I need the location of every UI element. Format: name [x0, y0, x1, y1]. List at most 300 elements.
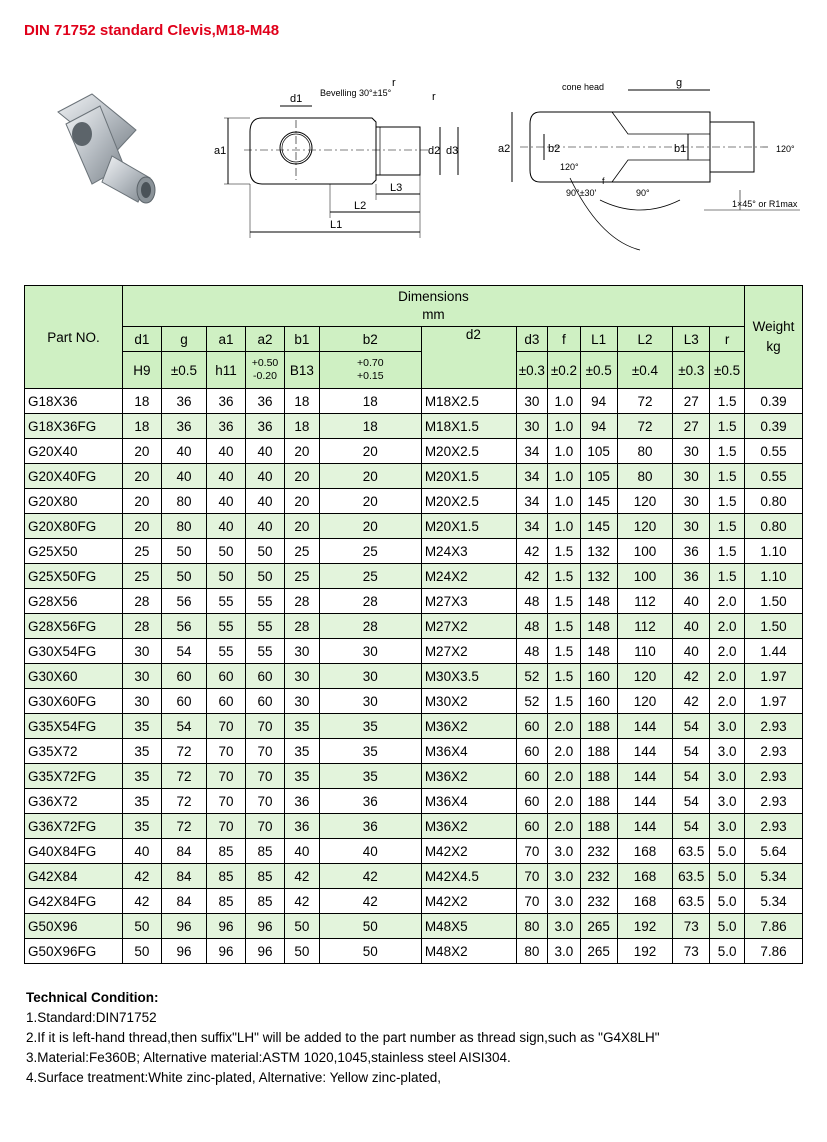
dimension-cell: 63.5	[673, 889, 710, 914]
dimension-cell: 85	[207, 839, 246, 864]
dimension-cell: 145	[580, 514, 617, 539]
dimension-cell: M20X1.5	[421, 514, 516, 539]
dimension-cell: 30	[284, 639, 319, 664]
table-row	[25, 689, 803, 714]
dimension-cell: 42	[516, 539, 548, 564]
table-row	[25, 539, 803, 564]
dimension-cell: 1.0	[548, 389, 581, 414]
dimension-cell: 50	[207, 564, 246, 589]
column-header-l2: L2	[617, 327, 673, 352]
dimension-cell: 85	[246, 864, 285, 889]
dimension-cell: 1.5	[548, 589, 581, 614]
dimension-cell: 96	[207, 939, 246, 964]
dimension-cell: M20X1.5	[421, 464, 516, 489]
dimension-cell: 35	[122, 814, 161, 839]
dimension-cell: 28	[122, 589, 161, 614]
dimension-cell: 50	[161, 564, 206, 589]
dimension-cell: 1.5	[710, 539, 745, 564]
part-number-cell: G20X40	[25, 439, 123, 464]
table-row	[25, 464, 803, 489]
tolerance-f: ±0.2	[548, 352, 581, 389]
dimension-cell: 1.5	[710, 564, 745, 589]
dimension-cell: 50	[122, 939, 161, 964]
dimension-cell: 42	[319, 889, 421, 914]
dimension-cell: 60	[516, 764, 548, 789]
dimension-cell: 50	[284, 914, 319, 939]
dimension-cell: 73	[673, 939, 710, 964]
dimension-cell: 40	[246, 464, 285, 489]
weight-cell: 0.80	[744, 489, 802, 514]
dimension-cell: 144	[617, 814, 673, 839]
dimension-cell: M30X2	[421, 689, 516, 714]
tolerance-d1: H9	[122, 352, 161, 389]
dimension-cell: M24X2	[421, 564, 516, 589]
dimension-cell: 35	[122, 789, 161, 814]
dimension-cell: 120	[617, 689, 673, 714]
column-header-b1: b1	[284, 327, 319, 352]
part-number-cell: G30X54FG	[25, 639, 123, 664]
angle-120-right: 120°	[776, 144, 795, 154]
dimension-cell: 34	[516, 514, 548, 539]
dimension-cell: 1.0	[548, 414, 581, 439]
dimension-cell: 20	[319, 439, 421, 464]
angle-90-tol: 90°±30'	[566, 188, 597, 198]
dimension-cell: 3.0	[548, 864, 581, 889]
dimension-cell: M27X2	[421, 639, 516, 664]
dimension-cell: 1.5	[548, 639, 581, 664]
dimension-cell: 5.0	[710, 889, 745, 914]
dim-L1: L1	[330, 219, 343, 231]
dimension-cell: 30	[122, 639, 161, 664]
weight-cell: 7.86	[744, 939, 802, 964]
weight-cell: 1.97	[744, 689, 802, 714]
dimension-cell: 1.5	[710, 464, 745, 489]
dimension-cell: 232	[580, 889, 617, 914]
dimension-cell: 36	[673, 564, 710, 589]
weight-cell: 2.93	[744, 714, 802, 739]
dimension-cell: 188	[580, 764, 617, 789]
dimension-cell: 148	[580, 614, 617, 639]
dimension-cell: 18	[122, 414, 161, 439]
weight-cell: 0.80	[744, 514, 802, 539]
table-row	[25, 514, 803, 539]
dimension-cell: 60	[207, 664, 246, 689]
dimension-cell: 1.5	[710, 439, 745, 464]
table-row	[25, 714, 803, 739]
dimension-cell: 1.5	[710, 414, 745, 439]
header-row-dimensions	[25, 286, 803, 327]
dimension-cell: 85	[207, 864, 246, 889]
dimension-cell: 100	[617, 539, 673, 564]
weight-cell: 1.97	[744, 664, 802, 689]
dimension-cell: 110	[617, 639, 673, 664]
dimension-cell: 2.0	[710, 689, 745, 714]
dimension-cell: 265	[580, 939, 617, 964]
dim-f: f	[602, 176, 605, 186]
part-number-cell: G42X84FG	[25, 889, 123, 914]
page-title: DIN 71752 standard Clevis,M18-M48	[24, 22, 280, 39]
dimension-cell: 40	[207, 489, 246, 514]
dimension-cell: 20	[122, 439, 161, 464]
dimension-cell: 40	[673, 639, 710, 664]
tolerance-a2: +0.50 -0.20	[246, 352, 285, 389]
dimension-cell: 1.5	[548, 564, 581, 589]
dimension-cell: 36	[284, 789, 319, 814]
dim-g: g	[676, 77, 683, 89]
dimension-cell: 54	[673, 739, 710, 764]
dimension-cell: 40	[161, 464, 206, 489]
weight-cell: 0.39	[744, 414, 802, 439]
part-number-cell: G20X80	[25, 489, 123, 514]
dimension-cell: 25	[284, 564, 319, 589]
dimension-cell: 35	[122, 714, 161, 739]
dimension-cell: 72	[161, 739, 206, 764]
weight-cell: 1.44	[744, 639, 802, 664]
dimension-cell: 2.0	[710, 589, 745, 614]
weight-cell: 0.39	[744, 389, 802, 414]
dimension-cell: 70	[246, 789, 285, 814]
dimension-cell: 18	[122, 389, 161, 414]
dimension-cell: M48X2	[421, 939, 516, 964]
dimension-cell: 3.0	[548, 839, 581, 864]
dimension-cell: 84	[161, 864, 206, 889]
dimension-cell: M36X2	[421, 814, 516, 839]
part-number-cell: G18X36FG	[25, 414, 123, 439]
dimension-cell: 63.5	[673, 839, 710, 864]
dim-r-side: r	[432, 91, 436, 103]
dimension-cell: 18	[319, 389, 421, 414]
dimension-cell: 54	[161, 714, 206, 739]
dimension-cell: 1.0	[548, 489, 581, 514]
dimension-cell: 168	[617, 839, 673, 864]
weight-cell: 5.34	[744, 889, 802, 914]
dimension-cell: 28	[319, 614, 421, 639]
part-number-cell: G36X72FG	[25, 814, 123, 839]
dimension-cell: 96	[246, 914, 285, 939]
part-number-cell: G42X84	[25, 864, 123, 889]
weight-cell: 2.93	[744, 814, 802, 839]
dimension-cell: 18	[284, 389, 319, 414]
dimension-cell: 120	[617, 489, 673, 514]
table-row	[25, 639, 803, 664]
dimension-cell: 3.0	[548, 939, 581, 964]
dimension-cell: 35	[284, 739, 319, 764]
dimension-cell: 70	[246, 814, 285, 839]
dimension-cell: 30	[122, 664, 161, 689]
dimension-cell: 50	[161, 539, 206, 564]
dimension-cell: 50	[246, 539, 285, 564]
dimension-cell: 36	[161, 389, 206, 414]
dimension-cell: 56	[161, 614, 206, 639]
tolerance-l2: ±0.4	[617, 352, 673, 389]
dimension-cell: 20	[284, 514, 319, 539]
dimension-cell: 27	[673, 414, 710, 439]
dimension-cell: 132	[580, 539, 617, 564]
dimension-cell: 35	[284, 714, 319, 739]
dimension-cell: 232	[580, 839, 617, 864]
tolerance-g: ±0.5	[161, 352, 206, 389]
dimension-cell: 94	[580, 389, 617, 414]
dimension-cell: 30	[673, 489, 710, 514]
weight-cell: 1.10	[744, 539, 802, 564]
column-header-d1: d1	[122, 327, 161, 352]
part-number-cell: G25X50	[25, 539, 123, 564]
dimension-cell: 60	[516, 739, 548, 764]
dim-r-top: r	[392, 77, 396, 89]
dimension-cell: 112	[617, 614, 673, 639]
spec-table	[24, 285, 803, 964]
table-row	[25, 939, 803, 964]
dimension-cell: 1.0	[548, 439, 581, 464]
dimension-cell: 188	[580, 814, 617, 839]
dimension-cell: 40	[207, 464, 246, 489]
weight-cell: 7.86	[744, 914, 802, 939]
dimension-cell: 80	[617, 464, 673, 489]
dimension-cell: 25	[122, 539, 161, 564]
dimension-cell: 40	[246, 514, 285, 539]
weight-cell: 2.93	[744, 764, 802, 789]
dimension-cell: 34	[516, 464, 548, 489]
dimension-cell: 160	[580, 689, 617, 714]
dimension-cell: 85	[246, 889, 285, 914]
dimension-cell: 42	[516, 564, 548, 589]
note-item: 2.If it is left-hand thread,then suffix"LH" will be added to the part number as thread sign,such as "G4X8LH"	[26, 1030, 660, 1045]
dimension-cell: 50	[207, 539, 246, 564]
dimension-cell: 60	[516, 789, 548, 814]
dimension-cell: 85	[207, 889, 246, 914]
dimension-cell: 60	[161, 689, 206, 714]
dimension-cell: 188	[580, 714, 617, 739]
part-number-cell: G40X84FG	[25, 839, 123, 864]
dimension-cell: 60	[161, 664, 206, 689]
dimension-cell: 48	[516, 589, 548, 614]
table-row	[25, 414, 803, 439]
weight-cell: 1.10	[744, 564, 802, 589]
dimension-cell: M18X1.5	[421, 414, 516, 439]
dimension-cell: 20	[122, 514, 161, 539]
dimension-cell: 20	[284, 439, 319, 464]
dimension-cell: 72	[161, 764, 206, 789]
dimension-cell: 80	[516, 939, 548, 964]
dimension-cell: 30	[284, 664, 319, 689]
dimension-cell: 80	[161, 514, 206, 539]
column-header-g: g	[161, 327, 206, 352]
weight-cell: 1.50	[744, 614, 802, 639]
dimension-cell: 50	[122, 914, 161, 939]
dimension-cell: 50	[319, 939, 421, 964]
dimension-cell: 168	[617, 889, 673, 914]
table-row	[25, 614, 803, 639]
dim-a1: a1	[214, 145, 227, 157]
weight-cell: 5.34	[744, 864, 802, 889]
dimension-cell: 35	[122, 739, 161, 764]
dimension-cell: 20	[284, 464, 319, 489]
column-header-a1: a1	[207, 327, 246, 352]
dimension-cell: 70	[246, 764, 285, 789]
dimension-cell: 72	[161, 814, 206, 839]
bevelling-label: Bevelling 30°±15°	[320, 88, 392, 98]
dimension-cell: 1.5	[548, 664, 581, 689]
header-row-columns	[25, 327, 803, 352]
dimension-cell: 132	[580, 564, 617, 589]
part-number-cell: G30X60	[25, 664, 123, 689]
table-row	[25, 439, 803, 464]
dimension-cell: 28	[284, 614, 319, 639]
dimension-cell: 85	[246, 839, 285, 864]
dimension-cell: 30	[319, 689, 421, 714]
dimension-cell: 2.0	[710, 639, 745, 664]
dimension-cell: 35	[284, 764, 319, 789]
dimension-cell: 5.0	[710, 864, 745, 889]
dimension-cell: 188	[580, 739, 617, 764]
dimension-cell: 20	[319, 489, 421, 514]
dimension-cell: 35	[122, 764, 161, 789]
tolerance-b1: B13	[284, 352, 319, 389]
dimension-cell: 40	[246, 439, 285, 464]
part-number-cell: G30X60FG	[25, 689, 123, 714]
dimension-cell: 1.0	[548, 464, 581, 489]
dimension-cell: 96	[207, 914, 246, 939]
table-row	[25, 389, 803, 414]
dimension-cell: 70	[246, 714, 285, 739]
technical-drawings	[0, 60, 827, 280]
dimension-cell: 42	[284, 889, 319, 914]
part-number-cell: G18X36	[25, 389, 123, 414]
dimension-cell: 36	[161, 414, 206, 439]
dimension-cell: 36	[246, 414, 285, 439]
dimension-cell: 2.0	[548, 789, 581, 814]
chamfer-label: 1×45° or R1max	[732, 199, 798, 209]
dimension-cell: 3.0	[710, 739, 745, 764]
dimension-cell: 30	[284, 689, 319, 714]
note-item: 3.Material:Fe360B; Alternative material:ASTM 1020,1045,stainless steel AISI304.	[26, 1050, 511, 1065]
dimension-cell: 60	[516, 814, 548, 839]
dimension-cell: 60	[246, 689, 285, 714]
dimension-cell: 35	[319, 739, 421, 764]
dimension-cell: 40	[246, 489, 285, 514]
dimension-cell: 36	[319, 814, 421, 839]
dimension-cell: 1.5	[548, 689, 581, 714]
dimension-cell: 55	[246, 589, 285, 614]
dimension-cell: 30	[673, 514, 710, 539]
dimension-cell: M27X2	[421, 614, 516, 639]
dimension-cell: 2.0	[548, 764, 581, 789]
spec-table-body	[25, 389, 803, 964]
dimension-cell: 55	[207, 614, 246, 639]
dimension-cell: 36	[673, 539, 710, 564]
dimension-cell: 3.0	[548, 914, 581, 939]
dimension-cell: 36	[207, 414, 246, 439]
weight-cell: 5.64	[744, 839, 802, 864]
header-part-no: Part NO.	[25, 286, 123, 389]
note-item: 4.Surface treatment:White zinc-plated, Alternative: Yellow zinc-plated,	[26, 1070, 441, 1085]
dimension-cell: 25	[319, 539, 421, 564]
dimension-cell: 105	[580, 439, 617, 464]
dimension-cell: 55	[246, 639, 285, 664]
header-mm-label: mm	[422, 307, 445, 322]
dimension-cell: 40	[319, 839, 421, 864]
dimension-cell: 148	[580, 589, 617, 614]
dimension-cell: 28	[122, 614, 161, 639]
clevis-photo	[50, 90, 170, 210]
table-row	[25, 889, 803, 914]
dimension-cell: 2.0	[710, 664, 745, 689]
dimension-cell: 96	[161, 939, 206, 964]
dimension-cell: 72	[617, 414, 673, 439]
dimension-cell: 3.0	[710, 789, 745, 814]
header-weight-label: Weight	[752, 319, 795, 334]
dimension-cell: 105	[580, 464, 617, 489]
dimension-cell: 54	[673, 714, 710, 739]
technical-notes	[26, 988, 660, 1088]
dimension-cell: 20	[319, 514, 421, 539]
dimension-cell: M30X3.5	[421, 664, 516, 689]
dimension-cell: 144	[617, 714, 673, 739]
dimension-cell: 3.0	[710, 714, 745, 739]
angle-90: 90°	[636, 188, 650, 198]
table-row	[25, 664, 803, 689]
tolerance-l1: ±0.5	[580, 352, 617, 389]
part-number-cell: G20X40FG	[25, 464, 123, 489]
dimension-cell: 70	[246, 739, 285, 764]
dimension-cell: 73	[673, 914, 710, 939]
dimension-cell: M36X4	[421, 789, 516, 814]
weight-cell: 0.55	[744, 464, 802, 489]
table-row	[25, 489, 803, 514]
dimension-cell: M18X2.5	[421, 389, 516, 414]
dimension-cell: 2.0	[548, 739, 581, 764]
dimension-cell: 144	[617, 739, 673, 764]
dimension-cell: 20	[319, 464, 421, 489]
dimension-cell: 48	[516, 614, 548, 639]
part-number-cell: G50X96	[25, 914, 123, 939]
dimension-cell: 18	[284, 414, 319, 439]
dimension-cell: 60	[246, 664, 285, 689]
dimension-cell: M36X2	[421, 714, 516, 739]
dimension-cell: 42	[284, 864, 319, 889]
dimension-cell: 2.0	[710, 614, 745, 639]
part-number-cell: G20X80FG	[25, 514, 123, 539]
dimension-cell: 145	[580, 489, 617, 514]
dimension-cell: M20X2.5	[421, 439, 516, 464]
dimension-cell: 60	[516, 714, 548, 739]
table-row	[25, 839, 803, 864]
dimension-cell: M36X2	[421, 764, 516, 789]
dimension-cell: 70	[516, 864, 548, 889]
dimension-cell: 94	[580, 414, 617, 439]
dimension-cell: 120	[617, 664, 673, 689]
dimension-cell: 63.5	[673, 864, 710, 889]
dimension-cell: 35	[319, 764, 421, 789]
dimension-cell: 30	[319, 639, 421, 664]
dimension-cell: 5.0	[710, 839, 745, 864]
dimension-cell: 40	[284, 839, 319, 864]
dimension-cell: 35	[319, 714, 421, 739]
dimension-cell: M36X4	[421, 739, 516, 764]
header-dimensions-label: Dimensions	[398, 289, 469, 304]
dimension-cell: 192	[617, 939, 673, 964]
dimension-cell: 54	[161, 639, 206, 664]
part-number-cell: G35X72FG	[25, 764, 123, 789]
dimension-cell: 34	[516, 439, 548, 464]
notes-heading: Technical Condition:	[26, 990, 159, 1005]
dimension-cell: 72	[161, 789, 206, 814]
dimension-cell: 20	[284, 489, 319, 514]
part-number-cell: G28X56FG	[25, 614, 123, 639]
dimension-cell: 168	[617, 864, 673, 889]
dimension-cell: 20	[122, 464, 161, 489]
dimension-cell: 30	[319, 664, 421, 689]
